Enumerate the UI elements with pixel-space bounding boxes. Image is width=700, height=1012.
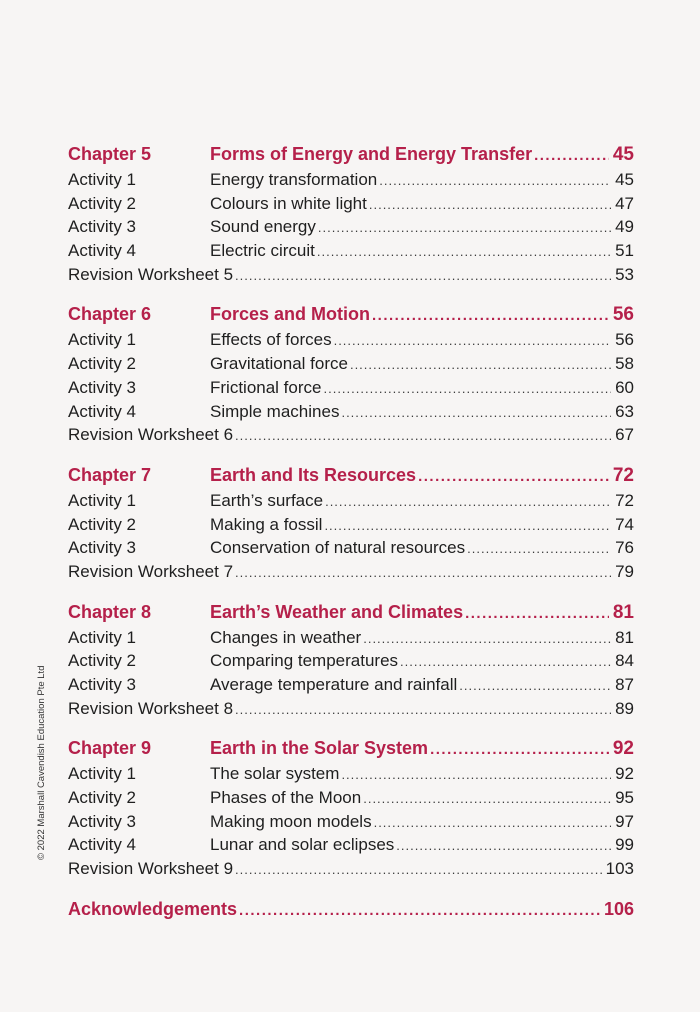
activity-title: Lunar and solar eclipses — [210, 835, 395, 855]
activity-title: Conservation of natural resources — [210, 538, 466, 558]
activity-title: Gravitational force — [210, 354, 348, 374]
chapter-6-section — [68, 300, 634, 446]
dot-leader — [317, 240, 611, 264]
dot-leader — [372, 302, 609, 330]
dot-leader — [239, 897, 600, 925]
chapter-label: Chapter 5 — [68, 144, 152, 164]
activity-label: Activity 2 — [68, 193, 137, 213]
activity-title: Energy transformation — [210, 170, 378, 189]
activity-label: Activity 3 — [68, 811, 137, 831]
activity-page-number: 84 — [615, 651, 634, 671]
chapter-heading[interactable] — [68, 300, 634, 328]
activity-label: Activity 1 — [68, 764, 137, 784]
dot-leader — [334, 329, 612, 353]
activity-entry[interactable] — [68, 192, 634, 216]
dot-leader — [379, 169, 611, 193]
activity-page-number: 63 — [615, 401, 634, 421]
activity-label: Activity 2 — [68, 514, 137, 534]
activity-title: Phases of the Moon — [210, 788, 362, 808]
activity-entry[interactable] — [68, 626, 634, 650]
activity-label: Activity 4 — [68, 835, 137, 855]
chapter-title: Forms of Energy and Energy Transfer — [210, 144, 533, 164]
dot-leader — [324, 514, 611, 538]
revision-title: Revision Worksheet 5 — [68, 264, 234, 284]
activity-label: Activity 3 — [68, 217, 137, 237]
activity-page-number: 72 — [615, 490, 634, 510]
revision-title: Revision Worksheet 9 — [68, 859, 234, 879]
revision-worksheet-entry[interactable] — [68, 423, 634, 447]
activity-entry[interactable] — [68, 673, 634, 697]
dot-leader — [369, 193, 611, 217]
activity-page-number: 76 — [615, 538, 634, 558]
chapter-heading[interactable] — [68, 461, 634, 489]
chapter-page-number: 92 — [612, 738, 634, 760]
activity-entry[interactable] — [68, 400, 634, 424]
chapter-page-number: 56 — [612, 304, 634, 326]
activity-entry[interactable] — [68, 376, 634, 400]
revision-page-number: 103 — [605, 859, 634, 879]
activity-label: Activity 2 — [68, 354, 137, 374]
dot-leader — [235, 698, 611, 722]
activity-entry[interactable] — [68, 649, 634, 673]
chapter-title: Forces and Motion — [210, 304, 371, 325]
chapter-8-section — [68, 598, 634, 721]
activity-label: Activity 1 — [68, 490, 137, 510]
dot-leader — [465, 600, 609, 628]
revision-worksheet-entry[interactable] — [68, 263, 634, 287]
chapter-9-section — [68, 734, 634, 880]
dot-leader — [534, 142, 609, 170]
activity-title: Earth’s surface — [210, 490, 324, 510]
activity-title: Making a fossil — [210, 514, 323, 534]
revision-page-number: 79 — [615, 561, 634, 581]
activity-label: Activity 1 — [68, 170, 137, 189]
acknowledgements-page-number: 106 — [603, 898, 634, 919]
revision-page-number: 89 — [615, 698, 634, 718]
activity-entry[interactable] — [68, 489, 634, 513]
activity-title: Effects of forces — [210, 330, 332, 350]
chapter-heading[interactable] — [68, 598, 634, 626]
chapter-title: Earth’s Weather and Climates — [210, 601, 464, 622]
activity-entry[interactable] — [68, 536, 634, 560]
revision-worksheet-entry[interactable] — [68, 560, 634, 584]
activity-title: The solar system — [210, 764, 340, 784]
chapter-label: Chapter 6 — [68, 304, 152, 325]
activity-entry[interactable] — [68, 215, 634, 239]
activity-label: Activity 3 — [68, 538, 137, 558]
activity-page-number: 81 — [615, 627, 634, 647]
activity-entry[interactable] — [68, 833, 634, 857]
dot-leader — [430, 736, 609, 764]
dot-leader — [235, 858, 602, 882]
activity-page-number: 58 — [615, 354, 634, 374]
activity-page-number: 45 — [615, 170, 634, 189]
activity-entry[interactable] — [68, 762, 634, 786]
chapter-5-section — [68, 140, 634, 286]
activity-title: Changes in weather — [210, 627, 362, 647]
activity-page-number: 56 — [615, 330, 634, 350]
chapter-page-number: 81 — [612, 601, 634, 623]
activity-entry[interactable] — [68, 352, 634, 376]
activity-page-number: 97 — [615, 811, 634, 831]
activity-title: Simple machines — [210, 401, 340, 421]
activity-entry[interactable] — [68, 786, 634, 810]
activity-label: Activity 4 — [68, 241, 137, 261]
activity-page-number: 87 — [615, 675, 634, 694]
dot-leader — [341, 401, 611, 425]
chapter-heading[interactable] — [68, 734, 634, 762]
dot-leader — [341, 763, 611, 787]
activity-page-number: 51 — [615, 241, 634, 261]
activity-title: Colours in white light — [210, 193, 367, 213]
activity-label: Activity 2 — [68, 651, 137, 671]
activity-page-number: 99 — [615, 835, 634, 855]
activity-page-number: 92 — [615, 764, 634, 784]
acknowledgements-entry[interactable] — [68, 895, 634, 923]
revision-title: Revision Worksheet 6 — [68, 425, 234, 445]
chapter-page-number: 72 — [612, 464, 634, 486]
revision-page-number: 67 — [615, 425, 634, 445]
dot-leader — [363, 787, 611, 811]
dot-leader — [325, 490, 611, 514]
chapter-7-section — [68, 461, 634, 584]
chapter-heading[interactable] — [68, 140, 634, 168]
activity-title: Making moon models — [210, 811, 372, 831]
dot-leader — [350, 353, 611, 377]
activity-title: Comparing temperatures — [210, 651, 399, 671]
activity-page-number: 74 — [615, 514, 634, 534]
revision-page-number: 53 — [615, 264, 634, 284]
activity-entry[interactable] — [68, 239, 634, 263]
dot-leader — [323, 377, 611, 401]
activity-title: Average temperature and rainfall — [210, 675, 458, 694]
chapter-label: Chapter 7 — [68, 464, 152, 485]
dot-leader — [235, 561, 611, 585]
activity-page-number: 49 — [615, 217, 634, 237]
activity-entry[interactable] — [68, 328, 634, 352]
chapter-page-number: 45 — [612, 144, 634, 165]
activity-page-number: 60 — [615, 377, 634, 397]
activity-page-number: 47 — [615, 193, 634, 213]
chapter-label: Chapter 9 — [68, 738, 152, 759]
dot-leader — [396, 834, 611, 858]
activity-label: Activity 3 — [68, 377, 137, 397]
activity-label: Activity 1 — [68, 627, 137, 647]
activity-entry[interactable] — [68, 810, 634, 834]
dot-leader — [467, 537, 611, 561]
chapter-title: Earth in the Solar System — [210, 738, 429, 759]
table-of-contents — [68, 140, 634, 923]
dot-leader — [235, 424, 611, 448]
dot-leader — [459, 674, 611, 698]
copyright-notice: © 2022 Marshall Cavendish Education Pte Ltd — [36, 665, 47, 860]
activity-label: Activity 2 — [68, 788, 137, 808]
activity-title: Electric circuit — [210, 241, 315, 261]
revision-worksheet-entry[interactable] — [68, 697, 634, 721]
dot-leader — [363, 627, 611, 651]
acknowledgements-title: Acknowledgements — [68, 898, 238, 919]
activity-entry[interactable] — [68, 168, 634, 192]
revision-title: Revision Worksheet 7 — [68, 561, 234, 581]
activity-page-number: 95 — [615, 788, 634, 808]
dot-leader — [418, 463, 609, 491]
activity-title: Sound energy — [210, 217, 316, 237]
dot-leader — [374, 811, 612, 835]
revision-title: Revision Worksheet 8 — [68, 698, 234, 718]
activity-label: Activity 4 — [68, 401, 137, 421]
chapter-label: Chapter 8 — [68, 601, 152, 622]
activity-label: Activity 1 — [68, 330, 137, 350]
revision-worksheet-entry[interactable] — [68, 857, 634, 881]
activity-label: Activity 3 — [68, 675, 137, 694]
dot-leader — [318, 216, 611, 240]
dot-leader — [400, 650, 611, 674]
activity-entry[interactable] — [68, 513, 634, 537]
dot-leader — [235, 264, 611, 288]
chapter-title: Earth and Its Resources — [210, 464, 417, 485]
activity-title: Frictional force — [210, 377, 322, 397]
